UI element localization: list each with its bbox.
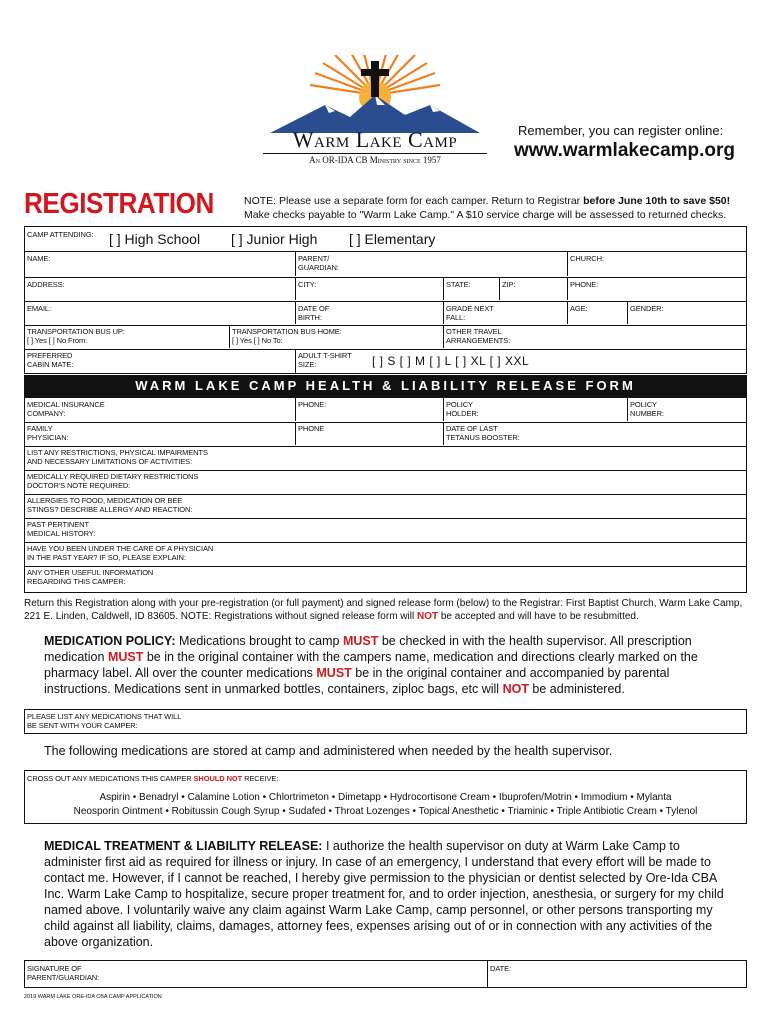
allergies-field[interactable]	[25, 494, 746, 519]
transportation-row	[25, 325, 746, 350]
website-url[interactable]: www.warmlakecamp.org	[514, 140, 736, 161]
other-travel-field[interactable]	[443, 325, 746, 348]
history-label: PAST PERTINENT MEDICAL HISTORY:	[27, 520, 96, 538]
cabin-mate-field[interactable]: PREFERRED CABIN MATE:	[27, 351, 74, 369]
health-form	[24, 397, 747, 593]
address-row	[25, 277, 746, 302]
other-info-label: ANY OTHER USEFUL INFORMATION REGARDING THIS CAMPER:	[27, 568, 154, 586]
note-text: NOTE: Please use a separate form for each camper. Return to Registrar	[244, 195, 584, 207]
name-row	[25, 251, 746, 278]
parent-label: PARENT/ GUARDIAN:	[298, 254, 339, 272]
gender-label: GENDER:	[630, 304, 664, 313]
policy-holder-label: POLICY HOLDER:	[446, 400, 479, 418]
gender-field[interactable]	[627, 301, 746, 324]
note-deadline: before June 10th to save $50!	[583, 195, 731, 207]
tetanus-label: DATE OF LAST TETANUS BOOSTER:	[446, 424, 520, 442]
bus-home-field[interactable]	[229, 325, 443, 348]
registration-form	[24, 226, 747, 374]
grade-label: GRADE NEXT FALL:	[446, 304, 494, 322]
physician-care-label: HAVE YOU BEEN UNDER THE CARE OF A PHYSICIAN IN THE PAST YEAR? IF SO, PLEASE EXPLAIN:	[27, 544, 214, 562]
sunburst-mountain-cross-icon	[255, 55, 495, 135]
cross-out-end: RECEIVE:	[242, 774, 279, 783]
medications-line-2[interactable]: Neosporin Ointment • Robitussin Cough Syrup • Sudafed • Throat Lozenges • Topical Anesthetic • Triaminic • Triple Antibiotic Cream • Tylenol	[73, 806, 698, 817]
camp-attending-row	[25, 227, 746, 252]
online-reminder: Remember, you can register online:	[518, 123, 724, 138]
medications-line-1[interactable]: Aspirin • Benadryl • Calamine Lotion • Chlortrimeton • Dimetapp • Hydrocortisone Cream • Ibuprofen/Motrin • Immodium • Mylanta	[99, 792, 672, 803]
must-2: MUST	[107, 650, 144, 664]
logo-rule	[263, 153, 487, 154]
restrictions-field[interactable]	[25, 446, 746, 471]
parent-field[interactable]	[295, 251, 567, 276]
ministry-tagline: An OR-IDA CB Ministry since 1957	[309, 155, 441, 165]
history-field[interactable]	[25, 518, 746, 543]
dob-field[interactable]	[295, 301, 443, 324]
cross-out-box	[24, 770, 747, 824]
insurance-phone-field[interactable]	[295, 398, 443, 421]
zip-field[interactable]	[499, 277, 567, 300]
shirt-size-label: ADULT T-SHIRT SIZE:	[298, 351, 352, 369]
stored-medications-note: The following medications are stored at camp and administered when needed by the health supervisor.	[44, 744, 613, 758]
physician-phone-field[interactable]	[295, 422, 443, 445]
registration-note	[244, 194, 754, 222]
phone-field[interactable]	[567, 277, 746, 300]
signature-field[interactable]: SIGNATURE OF PARENT/GUARDIAN:	[27, 964, 100, 982]
registration-title: REGISTRATION	[24, 188, 214, 220]
footer-note: 2019 WARM LAKE ORE-IDA CBA CAMP APPLICATION	[24, 994, 162, 1000]
physician-care-field[interactable]	[25, 542, 746, 567]
bus-home-label: TRANSPORTATION BUS HOME:	[232, 327, 342, 336]
return-instructions	[24, 597, 744, 623]
return-text-end: be accepted and will have to be resubmitted.	[438, 611, 639, 622]
tetanus-field[interactable]	[443, 422, 746, 445]
physician-row	[25, 422, 746, 447]
medication-policy	[44, 633, 724, 697]
policy-holder-field[interactable]	[443, 398, 627, 421]
cabin-row	[25, 349, 746, 373]
bus-up-field[interactable]	[27, 327, 125, 345]
insurance-field[interactable]: MEDICAL INSURANCE COMPANY:	[27, 400, 105, 418]
note-checks: Make checks payable to "Warm Lake Camp." A $10 service charge will be assessed to returned checks.	[244, 209, 727, 221]
grade-field[interactable]	[443, 301, 567, 324]
option-junior-high[interactable]: [ ] Junior High	[231, 231, 318, 247]
city-label: CITY:	[298, 280, 317, 289]
dietary-field[interactable]	[25, 470, 746, 495]
name-field[interactable]: NAME:	[27, 254, 51, 263]
church-label: CHURCH:	[570, 254, 604, 263]
cross-out-label	[27, 774, 278, 783]
address-field[interactable]: ADDRESS:	[27, 280, 65, 289]
signature-box	[24, 960, 747, 988]
shirt-size-field	[295, 349, 746, 373]
other-info-field[interactable]	[25, 566, 746, 592]
return-text: Return this Registration along with your pre-registration (or full payment) and signed release form (below) to the Registrar: First Baptist Church, Warm Lake Camp, 221 E. Linden, Caldwell, ID 83605. NOTE: Registrations without signed release form will	[24, 598, 743, 622]
other-travel-label: OTHER TRAVEL ARRANGEMENTS:	[446, 327, 511, 345]
must-3: MUST	[316, 666, 352, 680]
allergies-label: ALLERGIES TO FOOD, MEDICATION OR BEE STINGS? DESCRIBE ALLERGY AND REACTION:	[27, 496, 193, 514]
date-label: DATE:	[490, 964, 512, 973]
option-high-school[interactable]: [ ] High School	[109, 231, 201, 247]
physician-field[interactable]: FAMILY PHYSICIAN:	[27, 424, 69, 442]
medication-not: NOT	[502, 682, 529, 696]
liability-release	[44, 838, 724, 950]
city-field[interactable]	[295, 277, 443, 300]
medication-t3: be in the original container with the campers name, medication and directions clearly marked on the pharmacy label. All over the counter medications	[44, 650, 698, 680]
medications-list-field[interactable]	[24, 709, 747, 734]
medications-list-label: PLEASE LIST ANY MEDICATIONS THAT WILL BE SENT WITH YOUR CAMPER:	[27, 712, 181, 730]
medication-t2: be checked in with the health supervisor. All prescription medication	[44, 634, 692, 664]
policy-number-label: POLICY NUMBER:	[630, 400, 664, 418]
dietary-label: MEDICALLY REQUIRED DIETARY RESTRICTIONS DOCTOR'S NOTE REQUIRED:	[27, 472, 199, 490]
shirt-size-options[interactable]: [ ] S [ ] M [ ] L [ ] XL [ ] XXL	[372, 354, 530, 368]
restrictions-label: LIST ANY RESTRICTIONS, PHYSICAL IMPAIRMENTS AND NECESSARY LIMITATIONS OF ACTIVITIES:	[27, 448, 208, 466]
zip-label: ZIP:	[502, 280, 516, 289]
date-field[interactable]	[487, 961, 746, 987]
state-label: STATE:	[446, 280, 471, 289]
medication-t4: be in the original container and accompanied by parental instructions. Medications sent in unmarked bottles, containers, ziploc bags, etc will	[44, 666, 670, 696]
camp-name: Warm Lake Camp	[292, 127, 458, 152]
bus-home-options[interactable]: [ ] Yes [ ] No To:	[232, 336, 283, 345]
option-elementary[interactable]: [ ] Elementary	[349, 231, 436, 247]
logo	[255, 55, 495, 165]
dob-label: DATE OF BIRTH:	[298, 304, 330, 322]
bus-up-label: TRANSPORTATION BUS UP:	[27, 327, 125, 336]
return-not: NOT	[416, 611, 439, 622]
medication-heading: MEDICATION POLICY:	[44, 634, 176, 648]
release-text: I authorize the health supervisor on duty at Warm Lake Camp to administer first aid as required for illness or injury. In case of an emergency, I understand that every effort will be made to contact me. However, if I cannot be reached, I hereby give permission to the physician or dentist selected by Ore-Ida CBA Inc. Warm Lake Camp to hospitalize, secure proper treatment for, and to order injection, anesthesia, or surgery for my child named above. I voluntarily waive any claim against Warm Lake Camp, camp personnel, or other persons transporting my child against all liability, claims, damages, attorney fees, expenses arising out of or in connection with any activities of the above organization.	[44, 839, 724, 949]
should-not: SHOULD NOT	[193, 774, 243, 783]
church-field[interactable]	[567, 251, 746, 276]
phone-label: PHONE:	[570, 280, 599, 289]
bus-up-options[interactable]: [ ] Yes [ ] No From:	[27, 336, 88, 345]
email-field[interactable]: EMAIL:	[27, 304, 51, 313]
email-row	[25, 301, 746, 326]
insurance-row	[25, 398, 746, 423]
camp-attending-label: CAMP ATTENDING:	[27, 230, 94, 239]
insurance-phone-label: PHONE:	[298, 400, 327, 409]
medication-t5: be administered.	[528, 682, 625, 696]
policy-number-field[interactable]	[627, 398, 746, 421]
medication-t1: Medications brought to camp	[175, 634, 343, 648]
must-1: MUST	[342, 634, 379, 648]
cross-out-text: CROSS OUT ANY MEDICATIONS THIS CAMPER	[27, 774, 194, 783]
physician-phone-label: PHONE	[298, 424, 325, 433]
release-heading: MEDICAL TREATMENT & LIABILITY RELEASE:	[44, 839, 323, 853]
health-form-title: WARM LAKE CAMP HEALTH & LIABILITY RELEASE FORM	[24, 375, 747, 397]
age-field[interactable]	[567, 301, 627, 324]
state-field[interactable]	[443, 277, 499, 300]
age-label: AGE:	[570, 304, 588, 313]
